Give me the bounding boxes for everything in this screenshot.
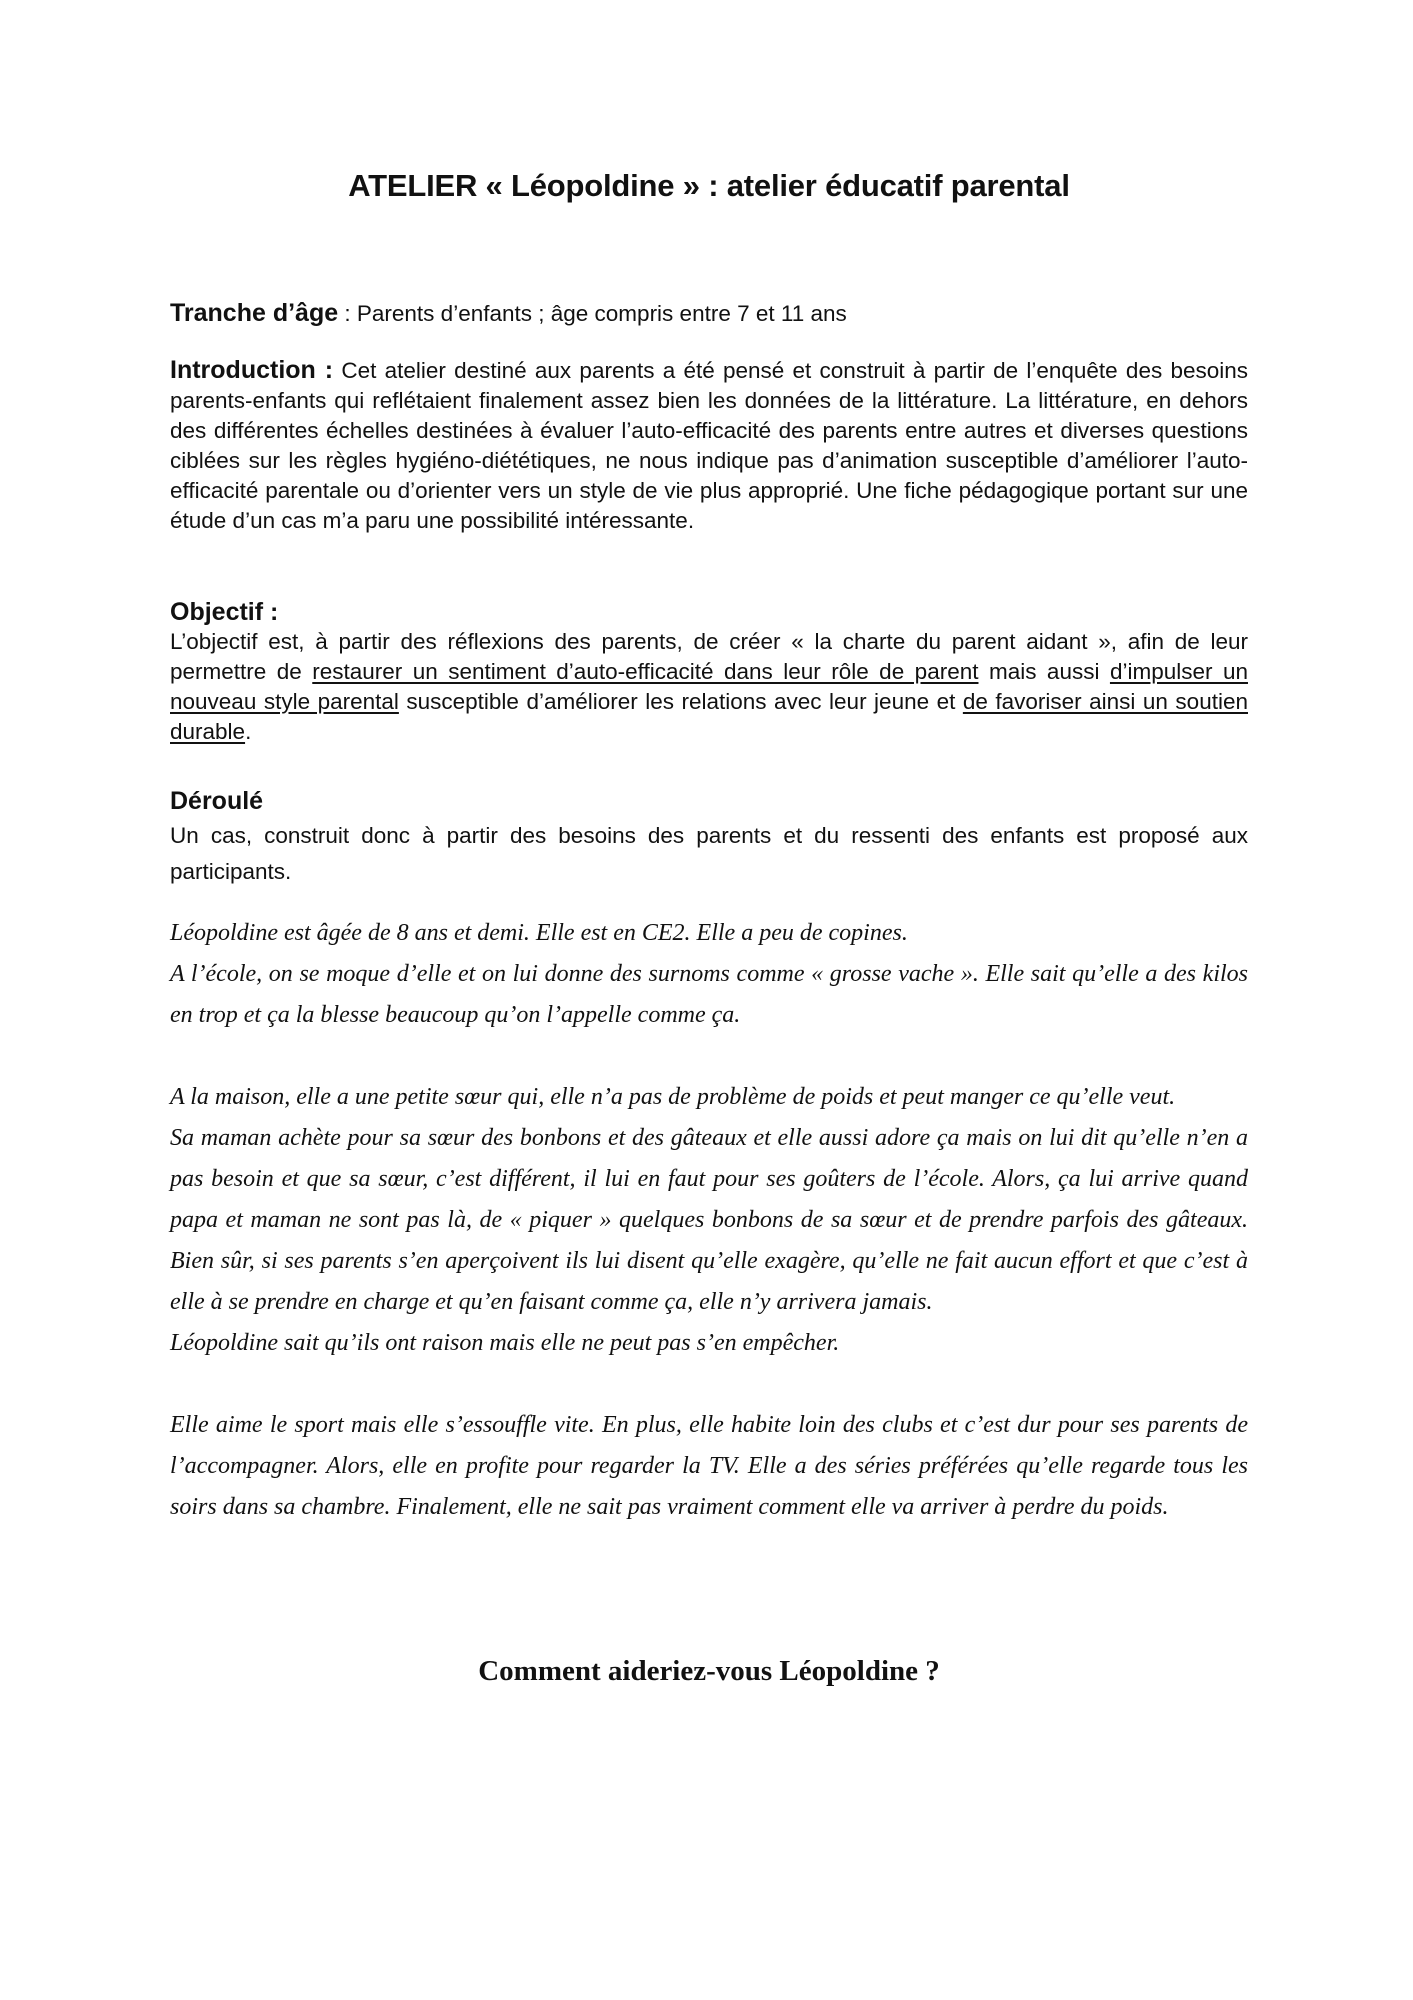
paragraph-gap	[170, 1364, 1248, 1405]
objective-underline-1: restaurer un sentiment d’auto-efficacité dans leur rôle de parent	[312, 659, 979, 684]
objective-heading: Objectif :	[170, 598, 279, 626]
closing-question: Comment aideriez-vous Léopoldine ?	[478, 1655, 940, 1687]
objective-part-3: susceptible d’améliorer les relations avec leur jeune et	[398, 689, 963, 714]
paragraph-gap	[170, 1036, 1248, 1077]
story-line: Elle aime le sport mais elle s’essouffle vite. En plus, elle habite loin des clubs et c’est dur pour ses parents de l’accompagner. Alors, elle en profite pour regarder la TV. Elle a des séries préférées qu’elle regarde tous les soirs dans sa chambre. Finalement, elle ne sait pas vraiment comment elle va arriver à perdre du poids.	[170, 1412, 1248, 1520]
objective-underline-2: d’impulser un nouveau style parental	[170, 659, 1248, 714]
story-line: A la maison, elle a une petite sœur qui, elle n’a pas de problème de poids et peut manger ce qu’elle veut.	[170, 1084, 1176, 1110]
age-range-label: Tranche d’âge	[170, 299, 339, 327]
story-line: A l’école, on se moque d’elle et on lui donne des surnoms comme « grosse vache ». Elle sait qu’elle a des kilos en trop et ça la blesse beaucoup qu’on l’appelle comme ça.	[170, 961, 1248, 1028]
objective-part-2: mais aussi	[978, 659, 1110, 684]
age-range-separator: :	[338, 301, 357, 326]
story-line: Léopoldine est âgée de 8 ans et demi. Elle est en CE2. Elle a peu de copines.	[170, 920, 908, 946]
case-story	[170, 913, 1248, 1528]
age-range-section	[170, 298, 1248, 329]
objective-text	[170, 627, 1248, 747]
story-line: Léopoldine sait qu’ils ont raison mais elle ne peut pas s’en empêcher.	[170, 1330, 840, 1356]
introduction-section	[170, 355, 1248, 536]
objective-part-1: L’objectif est, à partir des réflexions des parents, de créer « la charte du parent aidant », afin de leur permettre de	[170, 629, 1248, 684]
objective-underline-3: de favoriser ainsi un soutien durable	[170, 689, 1248, 744]
procedure-heading: Déroulé	[170, 787, 264, 815]
story-line: Sa maman achète pour sa sœur des bonbons et des gâteaux et elle aussi adore ça mais on lui dit qu’elle n’en a pas besoin et que sa sœur, c’est différent, il lui en faut pour ses goûters de l’école. Alors, ça lui arrive quand papa et maman ne sont pas là, de « piquer » quelques bonbons de sa sœur et de prendre parfois des gâteaux. Bien sûr, si ses parents s’en aperçoivent ils lui disent qu’elle exagère, qu’elle ne fait aucun effort et que c’est à elle à se prendre en charge et qu’en faisant comme ça, elle n’y arrivera jamais.	[170, 1125, 1248, 1315]
age-range-value: Parents d’enfants ; âge compris entre 7 et 11 ans	[356, 301, 847, 326]
introduction-text: Cet atelier destiné aux parents a été pensé et construit à partir de l’enquête des besoins parents-enfants qui reflétaient finalement assez bien les données de la littérature. La littérature, en dehors des différentes échelles destinées à évaluer l’auto-efficacité des parents entre autres et diverses questions ciblées sur les règles hygiéno-diététiques, ne nous indique pas d’animation susceptible d’améliorer l’auto-efficacité parentale ou d’orienter vers un style de vie plus approprié. Une fiche pédagogique portant sur une étude d’un cas m’a paru une possibilité intéressante.	[170, 358, 1249, 533]
introduction-label: Introduction :	[170, 356, 334, 384]
objective-part-4: .	[245, 719, 252, 744]
procedure-text: Un cas, construit donc à partir des besoins des parents et du ressenti des enfants est proposé aux participants.	[170, 823, 1248, 884]
document-title: ATELIER « Léopoldine » : atelier éducatif parental	[348, 168, 1070, 203]
